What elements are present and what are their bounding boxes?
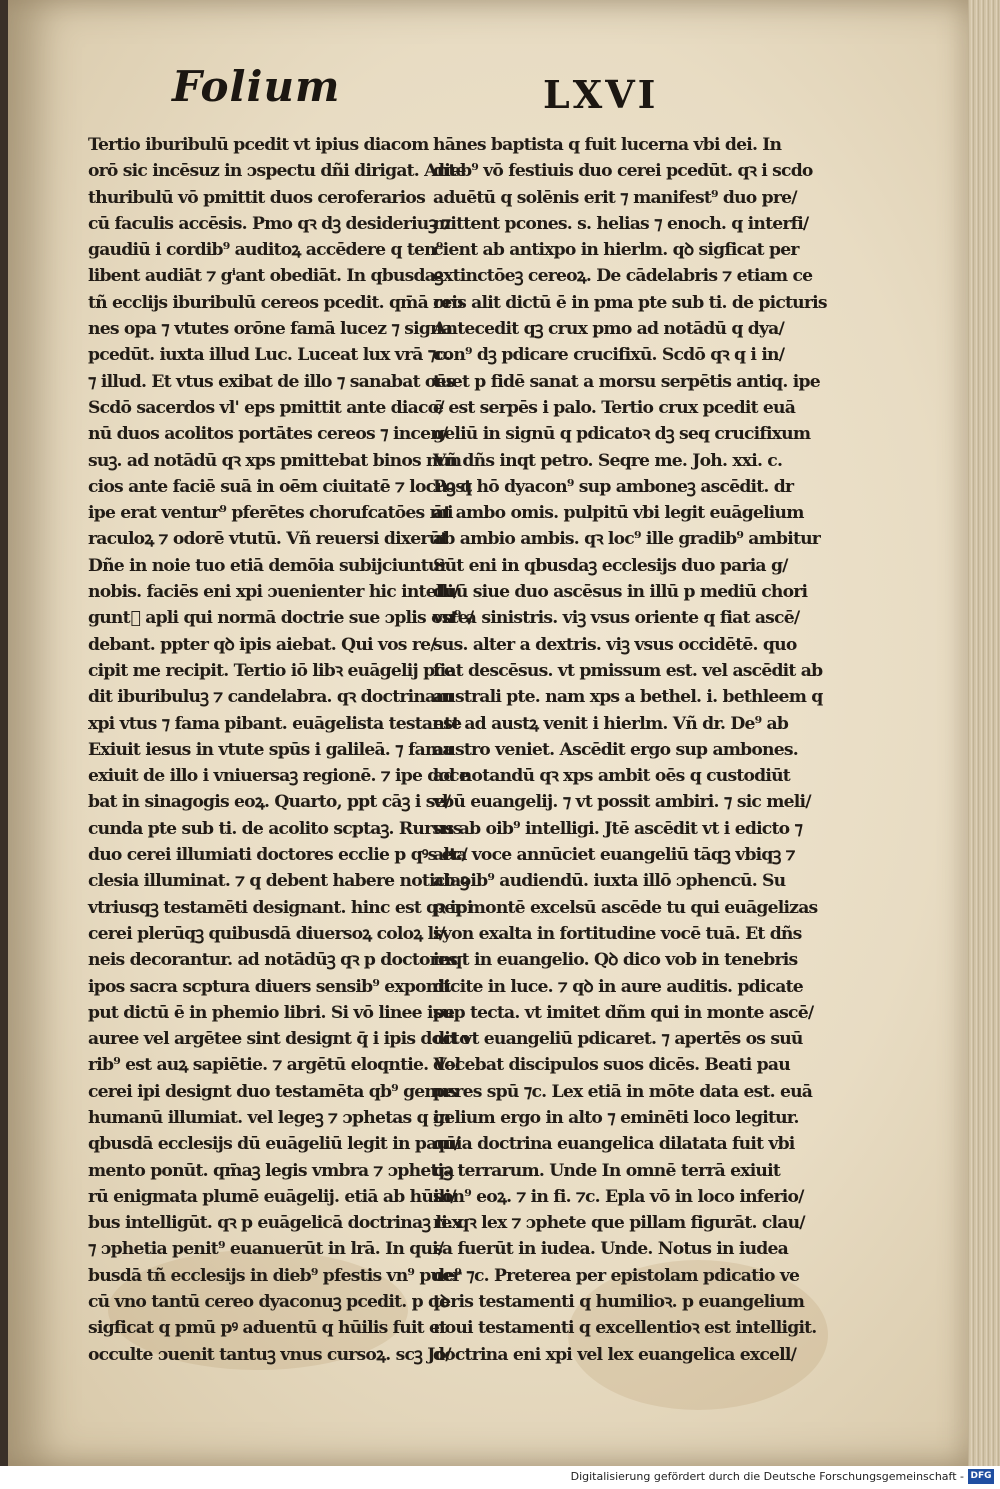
text-line: busdā tñ ecclesijs in dieb⁹ pfestis vn⁹ puer xyxy=(88,1265,461,1286)
text-line: dit iburibuluꝫ ⁊ candelabra. qꝛ doctrinam xyxy=(88,687,453,708)
text-line: dicite in luce. ⁊ qꝺ in aure auditis. pdicate xyxy=(433,976,803,997)
text-line: rib⁹ est auꝝ sapiētie. ⁊ argētū eloqntie. Vel xyxy=(88,1055,461,1076)
text-line: dit vt euangeliū pdicaret. ⁊ apertēs os suū xyxy=(433,1029,803,1050)
text-line: xpi vtus ⁊ fama pibant. euāgelista testante xyxy=(88,713,462,734)
text-line: put dictū ē in phemio libri. Si vō linee ipe xyxy=(88,1002,455,1023)
text-line: doctrina eni xpi vel lex euangelica excell/ xyxy=(433,1344,797,1365)
text-line: Post hō dyacon⁹ sup amboneꝫ ascēdit. dr xyxy=(433,476,794,497)
text-line: quia doctrina euangelica dilatata fuit vbi xyxy=(433,1134,795,1155)
text-line: sus. alter a dextris. viꝫ vsus occidētē. quo xyxy=(433,634,797,655)
text-line: ē est serpēs i palo. Tertio crux pcedit euā xyxy=(433,397,796,418)
text-line: clesia illuminat. ⁊ q debent habere noticiaꝫ xyxy=(88,871,469,892)
text-line: humanū illumiat. vel legeꝫ ⁊ ɔphetas q in xyxy=(88,1107,451,1128)
text-line: sa fuerūt in iudea. Unde. Notus in iudea xyxy=(433,1239,788,1260)
folio-number: LXVI xyxy=(543,72,659,117)
text-line: hānes baptista q fuit lucerna vbi dei. In xyxy=(433,135,782,155)
dfg-logo-icon: DFG xyxy=(968,1469,994,1484)
text-line: us ab oib⁹ intelligi. Jtē ascēdit vt i edicto ⁊ xyxy=(433,818,803,839)
text-line: gelium ergo in alto ⁊ eminēti loco legitur. xyxy=(433,1107,799,1128)
text-line: Scdō sacerdos vl' eps pmittit ante diaco/ xyxy=(88,397,444,418)
text-line: vn⁹ a sinistris. viꝫ vsus oriente q fiat ascē/ xyxy=(433,608,800,629)
text-line: nobis. faciēs eni xpi ɔuenienter hic intelli/ xyxy=(88,582,459,603)
text-line: gaudiū i cordib⁹ auditoꝝ accēdere q ten⁹ xyxy=(88,240,443,261)
text-line: duū siue duo ascēsus in illū p mediū chori xyxy=(433,582,808,603)
text-line: per montē excelsū ascēde tu qui euāgelizas xyxy=(433,897,818,918)
text-line: est ad austꝝ venit i hierlm. Vñ dr. De⁹ ab xyxy=(433,713,789,734)
text-line: qbusdā ecclesijs dū euāgeliū legit in pauī/ xyxy=(88,1134,460,1155)
text-line: libent audiāt ⁊ gⁱant obediāt. In qbusdaꝫ xyxy=(88,266,444,287)
text-line: australi pte. nam xps a bethel. i. bethleem q xyxy=(433,687,823,708)
text-line: tuet p fidē sanat a morsu serpētis antiq. ipe xyxy=(433,371,820,392)
text-line: reis alit dictū ē in pma pte sub ti. de picturis xyxy=(433,292,827,313)
text-line: sup tecta. vt imitet dñm qui in monte ascē/ xyxy=(433,1002,814,1023)
text-line: thuribulū vō pmittit duos ceroferarios xyxy=(88,187,425,208)
text-line: cū vno tantū cereo dyaconuꝫ pcedit. p qꝺ xyxy=(88,1292,449,1313)
text-line: alta voce annūciet euangeliū tāqꝫ vbiqꝫ ⁊ xyxy=(433,845,795,866)
text-line: Dñe in noie tuo etiā demōia subijciuntur xyxy=(88,555,448,576)
text-line: de⁹ ⁊c. Preterea per epistolam pdicatio ve xyxy=(433,1265,800,1286)
text-line: inqt in euangelio. Qꝺ dico vob in tenebris xyxy=(433,950,798,971)
text-line: ⁊ illud. Et vtus exibat de illo ⁊ sanabat oēs xyxy=(88,371,455,392)
text-line: Exiuit iesus in vtute spūs i galileā. ⁊ fama xyxy=(88,739,453,760)
text-column-right xyxy=(433,132,827,1368)
text-line: austro veniet. Ascēdit ergo sup ambones. xyxy=(433,739,798,760)
text-line: geliū in signū q pdicatoꝛ dꝫ seq crucifixum xyxy=(433,424,811,445)
text-line: debant. ppter qꝺ ipis aiebat. Qui vos re/ xyxy=(88,634,436,655)
text-line: ⁊ ɔphetia penit⁹ euanuerūt in lrā. In qui/ xyxy=(88,1239,444,1260)
text-line: orō sic incēsuz in ɔspectu dñi dirigat. Ante xyxy=(88,161,466,182)
footer-bar xyxy=(0,1466,1000,1489)
text-line: bat in sinagogis eoꝝ. Quarto, ppt cāꝫ i se/ xyxy=(88,792,451,813)
text-column-left xyxy=(88,132,474,1368)
text-line: nū duos acolitos portātes cereos ⁊ incen/ xyxy=(88,424,448,445)
text-line: neis decorantur. ad notādūꝫ qꝛ p doctores xyxy=(88,950,457,971)
text-line: mento ponūt. qm̄aꝫ legis vmbra ⁊ ɔphetia xyxy=(88,1160,454,1181)
text-line: ab oib⁹ audiendū. iuxta illō ɔphencū. Su xyxy=(433,871,786,892)
text-line: rū enigmata plumē euāgelij. etiā ab hūili/ xyxy=(88,1186,456,1207)
text-line: syon exalta in fortitudine vocē tuā. Et dñs xyxy=(433,923,802,944)
text-line: cerei plerūqꝫ quibusdā diuersoꝝ coloꝝ li/ xyxy=(88,923,445,944)
text-line: occulte ɔuenit tantuꝫ vnus cursoꝝ. scꝫ Jo/ xyxy=(88,1344,451,1365)
text-line: sigficat q pmū pꝰ aduentū q hūilis fuit et xyxy=(88,1318,447,1339)
text-line: aduētū q solēnis erit ⁊ manifest⁹ duo pre/ xyxy=(433,187,797,208)
text-line: fiat descēsus. vt pmissum est. vel ascēdit ab xyxy=(433,660,823,681)
text-line: Sūt eni in qbusdaꝫ ecclesijs duo paria g/ xyxy=(433,555,788,576)
text-line: suꝫ. ad notādū qꝛ xps pmittebat binos nun xyxy=(88,450,462,471)
text-line: docebat discipulos suos dicēs. Beati pau xyxy=(433,1055,790,1076)
text-line: ad notandū qꝛ xps ambit oēs q custodiūt xyxy=(433,766,790,787)
text-line: guntᷓ apli qui normā doctrie sue ɔplis oste/ xyxy=(88,608,474,629)
text-line: Antecedit qꝫ crux pmo ad notādū q dya/ xyxy=(433,319,784,340)
text-line: ipos sacra scptura diuers sensib⁹ exponit xyxy=(88,976,451,997)
text-line: cerei ipi designt duo testamēta qb⁹ genus xyxy=(88,1081,457,1102)
text-line: āt ambo omis. pulpitū vbi legit euāgelium xyxy=(433,503,804,524)
text-line: Tertio iburibulū pcedit vt ipius diacom xyxy=(88,135,429,155)
text-line: ipe erat ventur⁹ pferētes chorufcatōes mi xyxy=(88,503,453,524)
text-line: dieb⁹ vō festiuis duo cerei pcedūt. qꝛ i scdo xyxy=(433,161,813,182)
text-line: nes opa ⁊ vtutes orōne famā lucez ⁊ signa xyxy=(88,319,453,340)
running-head-folium: Folium xyxy=(172,62,341,111)
text-line: qꝫ terrarum. Unde In omnē terrā exiuit xyxy=(433,1160,780,1181)
text-line: exiuit de illo i vniuersaꝫ regionē. ⁊ ipe doce xyxy=(88,766,469,787)
text-line: duo cerei illumiati doctores ecclie p qꝰs ec/ xyxy=(88,845,468,866)
text-line: son⁹ eoꝝ. ⁊ in fi. ⁊c. Epla vō in loco inferio/ xyxy=(433,1186,804,1207)
text-line: bus intelligūt. qꝛ p euāgelicā doctrinaꝫ lex xyxy=(88,1213,461,1234)
text-line: mittent pcones. s. helias ⁊ enoch. q interfi/ xyxy=(433,213,809,234)
text-line: cipit me recipit. Tertio iō libꝛ euāgelij pce xyxy=(88,660,455,681)
text-line: auree vel argētee sint designt q̄ i ipis docto xyxy=(88,1029,470,1050)
text-line: teris testamenti q humilioꝛ. p euangelium xyxy=(433,1292,805,1313)
text-line: extinctōeꝫ cereoꝝ. De cādelabris ⁊ etiam ce xyxy=(433,266,813,287)
text-line: cient ab antixpo in hierlm. qꝺ sigficat per xyxy=(433,240,799,261)
text-line: cū faculis accēsis. Pmo qꝛ dꝫ desideriuꝫ ⁊ xyxy=(88,213,451,234)
text-line: tñ ecclijs iburibulū cereos pcedit. qm̄ā oro xyxy=(88,292,463,313)
text-line: vbū euangelij. ⁊ vt possit ambiri. ⁊ sic meli/ xyxy=(433,792,811,813)
text-line: vtriusqꝫ testamēti designant. hinc est qꝛ ipi xyxy=(88,897,473,918)
text-line: cios ante faciē suā in oēm ciuitatē ⁊ locuꝫ q xyxy=(88,476,472,497)
text-line: con⁹ dꝫ pdicare crucifixū. Scdō qꝛ q i in/ xyxy=(433,345,785,366)
text-line: ri. qꝛ lex ⁊ ɔphete que pillam figurāt. clau/ xyxy=(433,1213,805,1234)
text-line: raculoꝝ ⁊ odorē vtutū. Vñ reuersi dixerūt xyxy=(88,529,448,550)
text-line: ab ambio ambis. qꝛ loc⁹ ille gradib⁹ ambitur xyxy=(433,529,821,550)
digitization-notice: Digitalisierung gefördert durch die Deutsche Forschungsgemeinschaft - xyxy=(570,1470,964,1483)
text-line: cunda pte sub ti. de acolito scptaꝫ. Rursus xyxy=(88,818,462,839)
text-line: peres spū ⁊c. Lex etiā in mōte data est. euā xyxy=(433,1081,813,1102)
text-line: pcedūt. iuxta illud Luc. Luceat lux vrā ⁊c. xyxy=(88,345,451,366)
text-line: Vñ dñs inqt petro. Seqre me. Joh. xxi. c. xyxy=(433,450,783,471)
text-line: noui testamenti q excellentioꝛ est intelligit. xyxy=(433,1318,817,1339)
